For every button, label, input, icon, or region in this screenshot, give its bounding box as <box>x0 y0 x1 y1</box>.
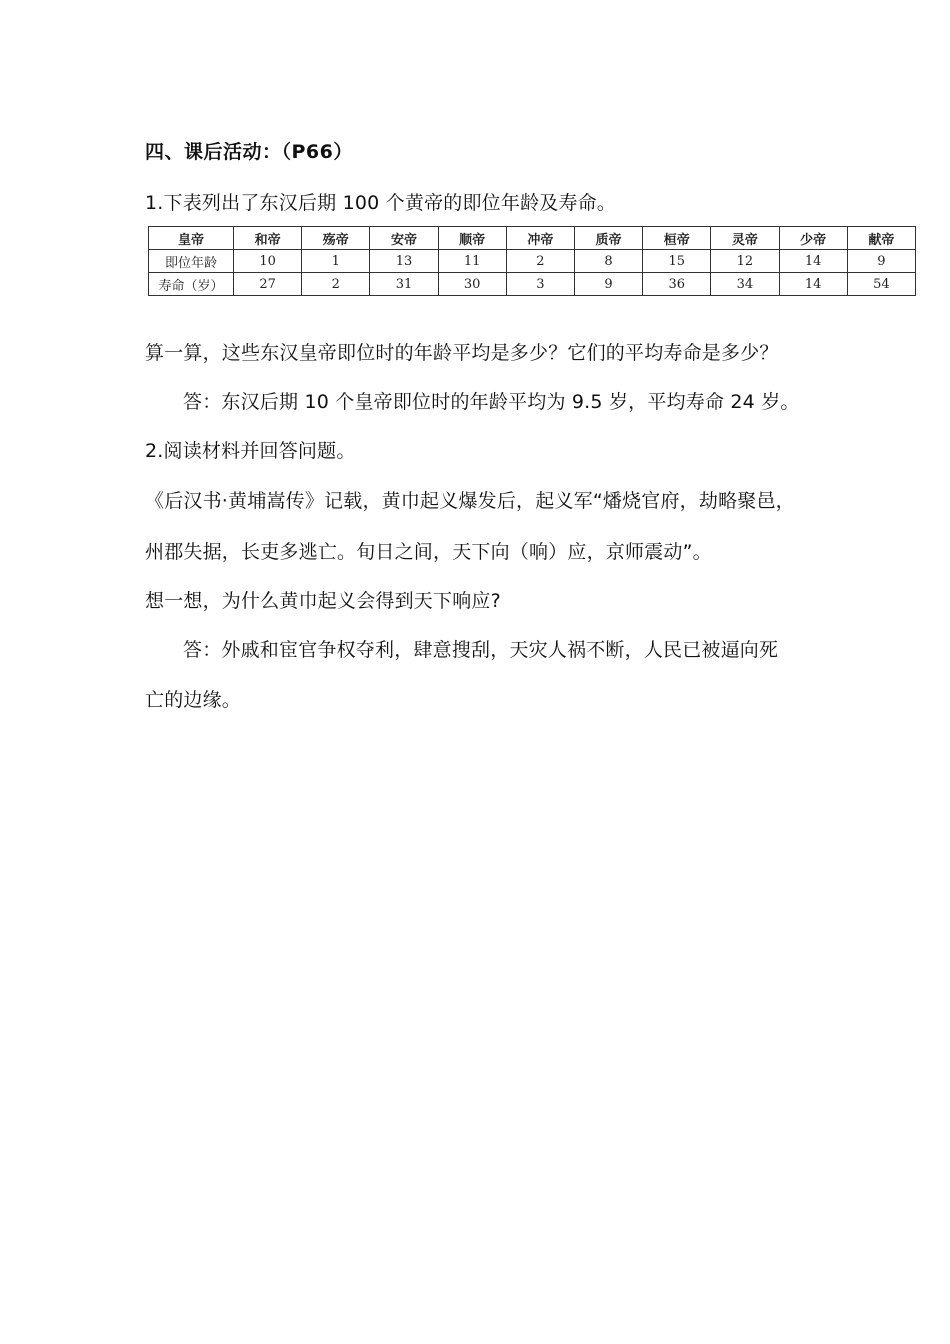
emperor-name: 和帝 <box>234 227 302 250</box>
table-cell: 12 <box>711 250 779 273</box>
emperor-table <box>148 226 916 296</box>
emperor-name: 少帝 <box>779 227 847 250</box>
table-cell: 3 <box>506 273 574 296</box>
row-label: 即位年龄 <box>149 250 234 273</box>
question-2-material-line-2: 州郡失据，长吏多逃亡。旬日之间，天下向（响）应，京师震动”。 <box>145 541 712 563</box>
table-row <box>149 250 916 273</box>
table-header-row <box>149 227 916 250</box>
table-cell: 11 <box>438 250 506 273</box>
table-cell: 30 <box>438 273 506 296</box>
table-cell: 36 <box>643 273 711 296</box>
table-cell: 13 <box>370 250 438 273</box>
table-cell: 9 <box>574 273 642 296</box>
table-cell: 31 <box>370 273 438 296</box>
question-2-prompt: 想一想，为什么黄巾起义会得到天下响应? <box>145 590 501 612</box>
row-label: 寿命（岁） <box>149 273 234 296</box>
table-cell: 10 <box>234 250 302 273</box>
table-cell: 15 <box>643 250 711 273</box>
table-cell: 34 <box>711 273 779 296</box>
table-row <box>149 273 916 296</box>
table-cell: 14 <box>779 250 847 273</box>
emperor-name: 殇帝 <box>302 227 370 250</box>
emperor-name: 灵帝 <box>711 227 779 250</box>
question-1-answer: 答：东汉后期 10 个皇帝即位时的年龄平均为 9.5 岁，平均寿命 24 岁。 <box>183 391 800 413</box>
emperor-name: 献帝 <box>847 227 915 250</box>
section-heading: 四、课后活动：（P66） <box>145 141 353 163</box>
emperor-name: 冲帝 <box>506 227 574 250</box>
question-2-answer-line-2: 亡的边缘。 <box>145 689 242 711</box>
emperor-name: 质帝 <box>574 227 642 250</box>
table-cell: 54 <box>847 273 915 296</box>
table-cell: 8 <box>574 250 642 273</box>
question-1-prompt: 算一算，这些东汉皇帝即位时的年龄平均是多少？它们的平均寿命是多少？ <box>145 342 779 364</box>
table-cell: 2 <box>302 273 370 296</box>
emperor-name: 安帝 <box>370 227 438 250</box>
question-2-material-line-1: 《后汉书·黄埔嵩传》记载，黄巾起义爆发后，起义军“燔烧官府，劫略聚邑， <box>145 490 795 512</box>
emperor-name: 顺帝 <box>438 227 506 250</box>
emperor-name: 桓帝 <box>643 227 711 250</box>
table-cell: 14 <box>779 273 847 296</box>
question-1-intro: 1.下表列出了东汉后期 100 个黄帝的即位年龄及寿命。 <box>145 192 617 214</box>
table-cell: 27 <box>234 273 302 296</box>
table-cell: 9 <box>847 250 915 273</box>
table-header-label: 皇帝 <box>149 227 234 250</box>
question-2-answer-line-1: 答：外戚和宦官争权夺利，肆意搜刮，天灾人祸不断，人民已被逼向死 <box>183 639 779 661</box>
table-cell: 2 <box>506 250 574 273</box>
table-cell: 1 <box>302 250 370 273</box>
question-2-intro: 2.阅读材料并回答问题。 <box>145 440 356 462</box>
